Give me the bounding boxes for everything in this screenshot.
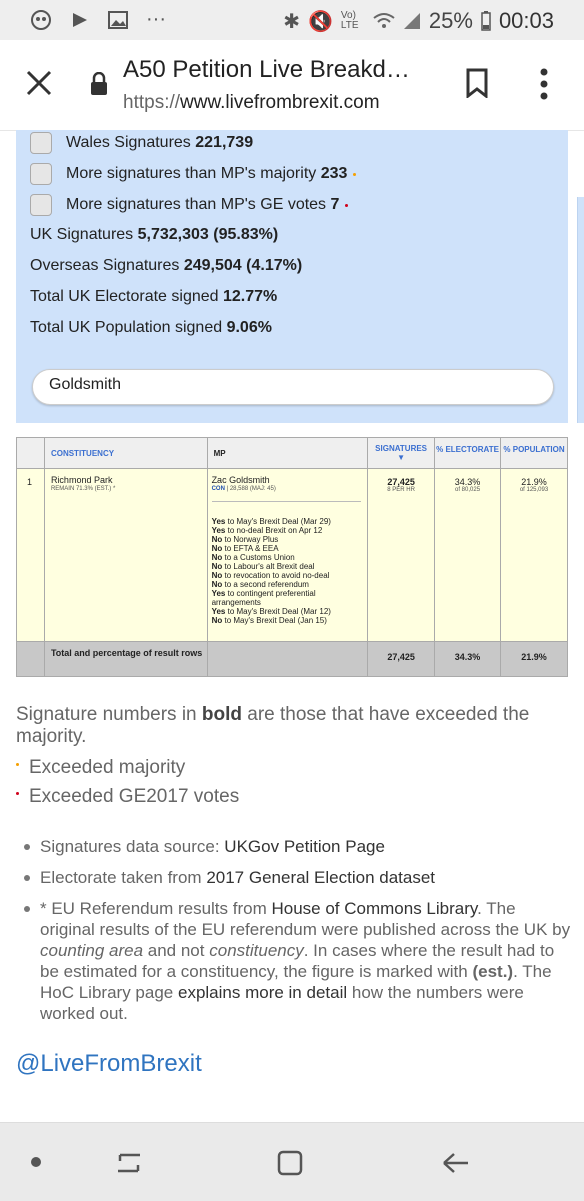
battery-percent: 25%: [428, 8, 473, 33]
wales-value: 221,739: [195, 134, 254, 152]
wifi-icon: [373, 12, 395, 30]
search-input[interactable]: [33, 370, 545, 400]
back-icon[interactable]: [440, 1149, 470, 1177]
mute-icon: 🔇: [307, 10, 333, 33]
legend-ge: [16, 786, 239, 808]
vote-item: No to May's Brexit Deal (Jan 15): [211, 616, 327, 625]
more-options-icon[interactable]: [540, 68, 548, 100]
electorate-of: of 80,025: [455, 487, 481, 493]
majority-checkbox[interactable]: [30, 163, 52, 185]
orange-dot-icon: [16, 763, 19, 766]
bluetooth-icon: ✱: [283, 10, 300, 33]
navigation-bar: [0, 1122, 584, 1201]
constituency-header[interactable]: CONSTITUENCY: [44, 438, 207, 469]
search-box[interactable]: [32, 369, 554, 405]
wales-label: Wales Signatures: [66, 134, 191, 152]
total-population: 21.9%: [501, 642, 568, 677]
total-row: [17, 642, 568, 677]
total-electorate: 34.3%: [435, 642, 501, 677]
note-text-post: are those that have exceeded the majority.: [16, 704, 530, 747]
vote-item: No to Norway Plus: [211, 535, 279, 544]
legend-majority-label: Exceeded majority: [29, 757, 186, 778]
legend-ge-label: Exceeded GE2017 votes: [29, 786, 240, 807]
signal-icon: [403, 12, 421, 30]
list-item: * EU Referendum results from House of Commons Library. The original results of the EU referendum were published across the UK by counting area and not constituency. In cases where the result had to be estimated for a constituency, the figure is marked with (est.). The HoC Library page explains more in detail how the numbers were worked out.: [16, 898, 572, 1024]
list-item: Electorate taken from 2017 General Election dataset: [16, 867, 572, 888]
table-row: [17, 469, 568, 642]
ge-checkbox[interactable]: [30, 194, 52, 216]
total-signatures: 27,425: [368, 642, 435, 677]
ge-row: [30, 194, 348, 216]
population-label: Total UK Population signed: [30, 319, 223, 336]
search-area: [16, 350, 568, 423]
clock: 00:03: [498, 8, 554, 33]
commons-library-link[interactable]: House of Commons Library: [271, 899, 478, 918]
mp-name: Zac Goldsmith: [211, 475, 270, 485]
overseas-row: [30, 257, 302, 275]
remain-text: REMAIN 71.3% (EST.) *: [50, 486, 116, 492]
vote-item: Yes to contingent preferential arrangements: [211, 589, 316, 607]
vote-item: Yes to May's Brexit Deal (Mar 12): [211, 607, 331, 616]
row-electorate: [435, 469, 501, 642]
page-url[interactable]: [123, 92, 380, 114]
vote-item: No to EFTA & EEA: [211, 544, 279, 553]
total-label: Total and percentage of result rows: [44, 642, 207, 677]
legend-majority: [16, 757, 185, 779]
recent-apps-icon[interactable]: [114, 1149, 144, 1177]
population-row: [30, 319, 272, 337]
electorate-value: 12.77%: [223, 288, 278, 305]
explains-more-link[interactable]: explains more in detail: [177, 983, 348, 1002]
population-of: of 125,093: [519, 487, 549, 493]
uk-row: [30, 226, 278, 244]
majority-value: 233: [320, 165, 348, 183]
rank-header: [17, 438, 45, 469]
votes-list: [208, 502, 368, 629]
population-header[interactable]: % POPULATION: [501, 438, 568, 469]
scrollbar-thumb[interactable]: [578, 197, 584, 423]
red-dot-icon: [16, 792, 19, 795]
twitter-handle-link[interactable]: @LiveFromBrexit: [16, 1050, 202, 1077]
app-notification-icon: [30, 9, 52, 31]
electorate-header[interactable]: % ELECTORATE: [435, 438, 501, 469]
electorate-pct: 34.3%: [454, 477, 481, 487]
row-signatures: [368, 469, 435, 642]
note-bold: bold: [201, 704, 242, 725]
close-icon[interactable]: [24, 68, 54, 98]
wales-checkbox[interactable]: [30, 132, 52, 154]
overseas-value: 249,504 (4.17%): [183, 257, 303, 274]
party-label: CON: [211, 486, 225, 492]
signature-note: [16, 704, 572, 748]
row-constituency: [44, 469, 207, 642]
wales-row: [30, 132, 253, 154]
lock-icon: [90, 72, 108, 96]
election-dataset-link[interactable]: 2017 General Election dataset: [206, 868, 436, 887]
uk-value: 5,732,303 (95.83%): [137, 226, 279, 243]
status-bar: [0, 0, 584, 40]
vote-item: No to revocation to avoid no-deal: [211, 571, 330, 580]
ge-value: 7: [330, 196, 340, 214]
red-dot-icon: [345, 204, 348, 207]
electorate-row: [30, 288, 277, 306]
signatures-header-label: SIGNATURES: [375, 444, 428, 453]
vote-item: No to a second referendum: [211, 580, 309, 589]
total-mp-blank: [207, 642, 368, 677]
url-scheme: https://: [123, 92, 181, 113]
mp-header[interactable]: MP: [207, 438, 368, 469]
page-title: A50 Petition Live Breakd…: [123, 56, 410, 83]
table-header-row: [17, 438, 568, 469]
note-text-pre: Signature numbers in: [16, 704, 197, 725]
url-host: www.livefrombrexit.com: [180, 92, 380, 113]
population-value: 9.06%: [226, 319, 272, 336]
image-notification-icon: [108, 10, 128, 30]
home-icon[interactable]: [276, 1149, 304, 1177]
total-blank: [17, 642, 45, 677]
overseas-label: Overseas Signatures: [30, 257, 180, 274]
constituency-name: Richmond Park: [50, 475, 113, 485]
row-rank: 1: [17, 469, 45, 642]
browser-toolbar: [0, 40, 584, 131]
majority-label: More signatures than MP's majority: [66, 165, 317, 183]
ge-votes: 28,588 (MAJ: 45): [229, 486, 276, 492]
signatures-value: 27,425: [387, 477, 415, 487]
download-check-icon: [70, 10, 90, 30]
electorate-label: Total UK Electorate signed: [30, 288, 219, 305]
bookmark-icon[interactable]: [466, 68, 488, 98]
signatures-header[interactable]: [368, 438, 435, 469]
vote-item: Yes to no-deal Brexit on Apr 12: [211, 526, 323, 535]
vote-item: Yes to May's Brexit Deal (Mar 29): [211, 517, 331, 526]
row-population: [501, 469, 568, 642]
majority-row: [30, 163, 356, 185]
nav-dot-icon[interactable]: [31, 1157, 41, 1167]
vote-item: No to Labour's alt Brexit deal: [211, 562, 315, 571]
sources-list: [16, 836, 572, 1034]
vote-item: No to a Customs Union: [211, 553, 295, 562]
volte-label: Vo) LTE: [340, 10, 359, 31]
row-mp: Zac Goldsmith CON | 28,588 (MAJ: 45) Yes to May's Brexit Deal (Mar 29) Yes to no-deal Brexit on Apr 12 No to Norway Plus No to EFTA & EEA No to a Customs Union No to Labour's alt Brexit deal No to revocation to avoid no-deal No to a second referendum Yes to contingent preferential arrangements Yes to May's Brexit Deal (Mar 12) No to May's Brexit Deal (Jan 15): [207, 469, 368, 642]
petition-page-link[interactable]: UKGov Petition Page: [224, 837, 385, 856]
battery-icon: [481, 11, 491, 31]
more-notifications-icon: ···: [146, 8, 166, 30]
sort-down-icon: ▼: [397, 453, 406, 462]
uk-label: UK Signatures: [30, 226, 134, 243]
population-pct: 21.9%: [521, 477, 547, 487]
results-table: [16, 437, 568, 677]
ge-label: More signatures than MP's GE votes: [66, 196, 327, 214]
orange-dot-icon: [353, 173, 356, 176]
per-hour: 8 PER HR: [387, 487, 415, 493]
list-item: Signatures data source: UKGov Petition Page: [16, 836, 572, 857]
